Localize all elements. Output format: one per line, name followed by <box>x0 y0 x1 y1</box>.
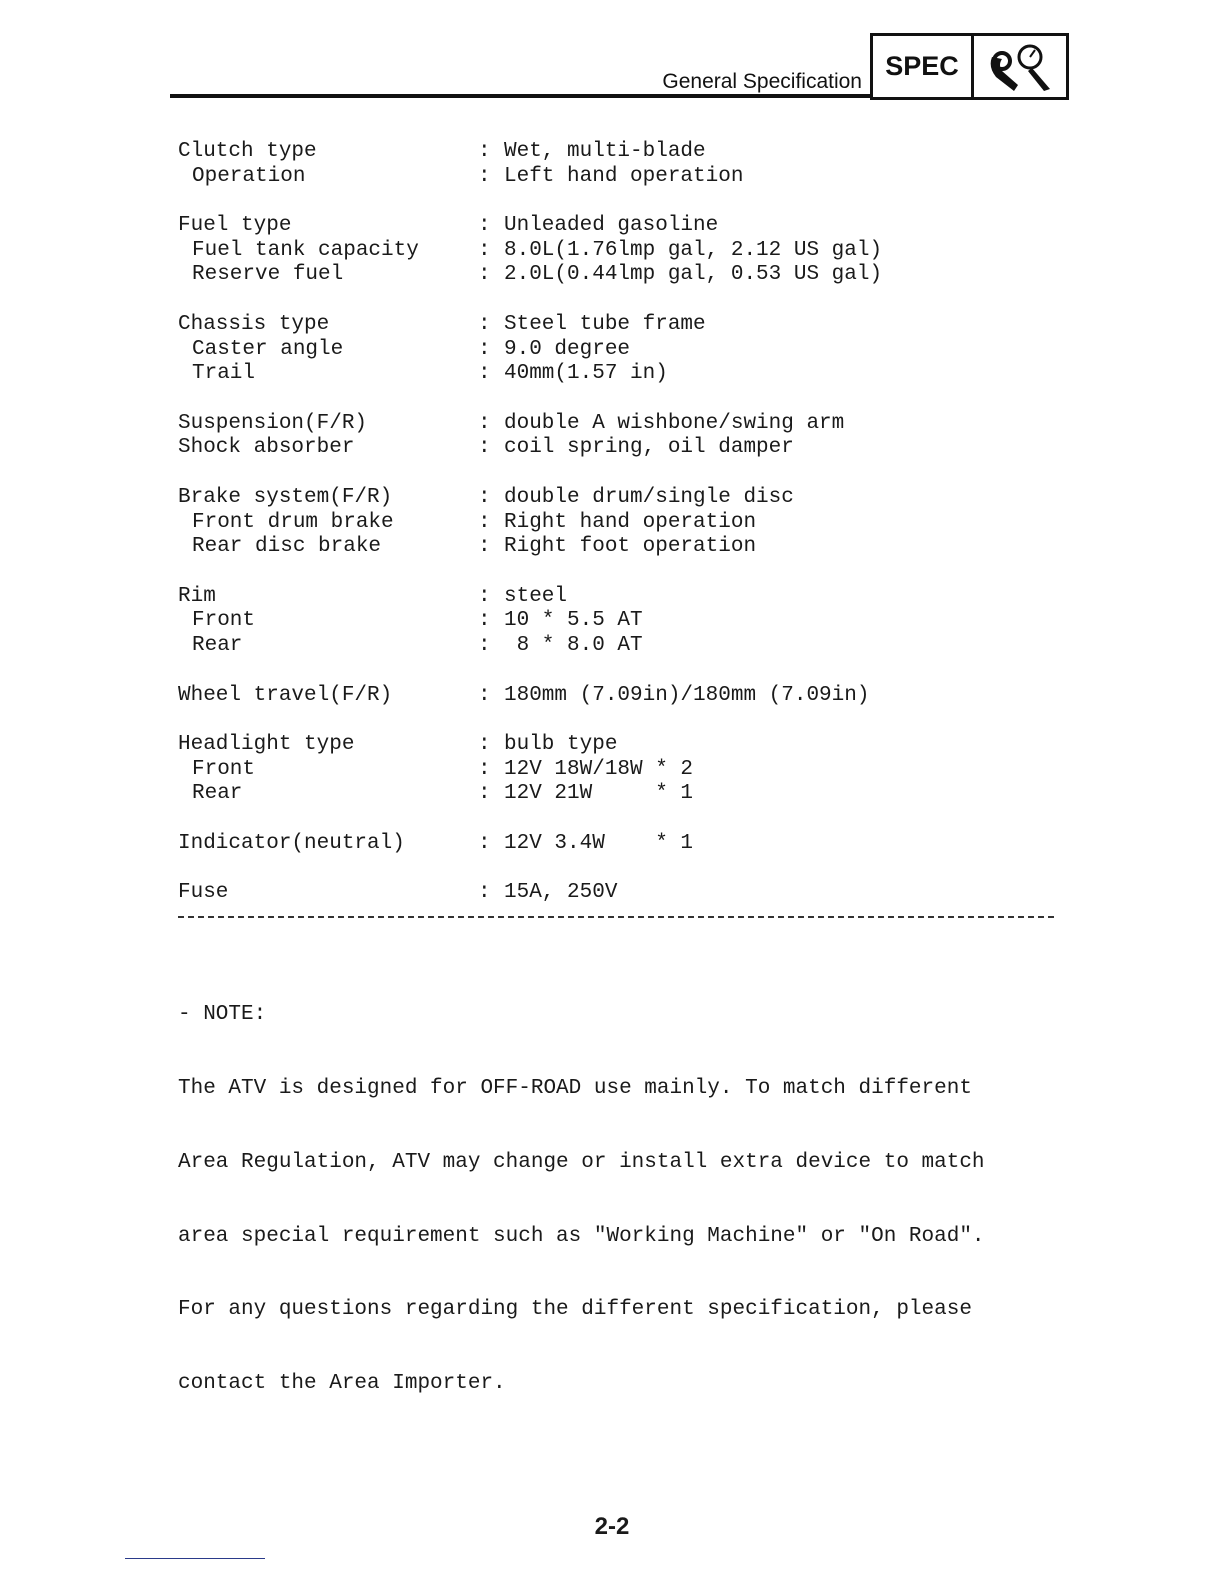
spec-row <box>178 338 1078 363</box>
spec-label: Trail <box>192 362 256 386</box>
spec-value: 12V 18W/18W * 2 <box>504 757 694 781</box>
spec-value: 2.0L(0.44lmp gal, 0.53 US gal) <box>504 263 883 287</box>
spec-separator: : <box>478 535 491 559</box>
spec-value: Left hand operation <box>504 164 744 188</box>
spec-row <box>178 239 1078 264</box>
note-line: Area Regulation, ATV may change or install extra device to match <box>178 1150 985 1174</box>
spec-value: Steel tube frame <box>504 312 706 336</box>
spec-row <box>178 140 1078 165</box>
spec-value: 12V 21W * 1 <box>504 782 694 806</box>
spec-row <box>178 263 1078 288</box>
spec-group <box>178 486 1078 560</box>
spec-value: 8 * 8.0 AT <box>504 633 643 657</box>
spec-label: Shock absorber <box>178 436 355 460</box>
spec-label: Brake system(F/R) <box>178 485 393 509</box>
spec-value: 12V 3.4W * 1 <box>504 831 694 855</box>
spec-row <box>178 535 1078 560</box>
note-line: area special requirement such as "Working Machine" or "On Road". <box>178 1224 985 1248</box>
spec-separator: : <box>478 436 491 460</box>
spec-label: Rear <box>192 633 243 657</box>
spec-row <box>178 609 1078 634</box>
spec-row <box>178 634 1078 659</box>
spec-value: Unleaded gasoline <box>504 214 719 238</box>
spec-group <box>178 733 1078 807</box>
spec-separator: : <box>478 782 491 806</box>
spec-label: Reserve fuel <box>192 263 344 287</box>
spec-separator: : <box>478 485 491 509</box>
spec-row <box>178 313 1078 338</box>
note-heading: - NOTE: <box>178 1003 267 1027</box>
spec-value: bulb type <box>504 733 618 757</box>
spec-badge-text: SPEC <box>873 36 974 97</box>
spec-value: 180mm (7.09in)/180mm (7.09in) <box>504 683 870 707</box>
header-title: General Specification <box>662 70 862 93</box>
note-line: For any questions regarding the different specification, please <box>178 1298 972 1322</box>
spec-row <box>178 214 1078 239</box>
wrench-gauge-icon <box>974 36 1066 97</box>
spec-label: Operation <box>192 164 306 188</box>
spec-separator: : <box>478 411 491 435</box>
spec-label: Suspension(F/R) <box>178 411 368 435</box>
spec-row <box>178 832 1078 857</box>
spec-row <box>178 412 1078 437</box>
spec-group <box>178 140 1078 189</box>
note-line: contact the Area Importer. <box>178 1372 506 1396</box>
spec-label: Caster angle <box>192 337 344 361</box>
spec-separator: : <box>478 831 491 855</box>
spec-label: Front drum brake <box>192 510 394 534</box>
spec-group <box>178 585 1078 659</box>
spec-value: Right hand operation <box>504 510 757 534</box>
spec-group <box>178 412 1078 461</box>
spec-separator: : <box>478 584 491 608</box>
spec-value: 9.0 degree <box>504 337 631 361</box>
spec-list <box>178 140 1078 931</box>
spec-value: 8.0L(1.76lmp gal, 2.12 US gal) <box>504 238 883 262</box>
spec-label: Headlight type <box>178 733 355 757</box>
spec-separator: : <box>478 881 491 905</box>
spec-separator: : <box>478 164 491 188</box>
spec-separator: : <box>478 609 491 633</box>
spec-value: Wet, multi-blade <box>504 140 706 163</box>
header-rule <box>170 94 870 98</box>
spec-label: Fuel tank capacity <box>192 238 419 262</box>
spec-group <box>178 313 1078 387</box>
spec-label: Wheel travel(F/R) <box>178 683 393 707</box>
spec-label: Front <box>192 609 256 633</box>
spec-row <box>178 733 1078 758</box>
spec-row <box>178 758 1078 783</box>
dashed-separator <box>178 916 1054 918</box>
spec-value: coil spring, oil damper <box>504 436 794 460</box>
spec-label: Fuel type <box>178 214 292 238</box>
spec-separator: : <box>478 238 491 262</box>
spec-label: Fuse <box>178 881 229 905</box>
note-block <box>178 954 1078 1421</box>
spec-value: double drum/single disc <box>504 485 794 509</box>
spec-separator: : <box>478 733 491 757</box>
spec-separator: : <box>478 362 491 386</box>
spec-row <box>178 585 1078 610</box>
note-line: The ATV is designed for OFF-ROAD use mainly. To match different <box>178 1076 972 1100</box>
spec-label: Rear <box>192 782 243 806</box>
spec-separator: : <box>478 263 491 287</box>
spec-row <box>178 486 1078 511</box>
spec-row <box>178 165 1078 190</box>
spec-group <box>178 881 1078 906</box>
spec-row <box>178 684 1078 709</box>
page-number: 2-2 <box>594 1513 630 1540</box>
spec-label: Rear disc brake <box>192 535 382 559</box>
spec-row <box>178 362 1078 387</box>
spec-value: 40mm(1.57 in) <box>504 362 668 386</box>
spec-label: Front <box>192 757 256 781</box>
spec-value: double A wishbone/swing arm <box>504 411 845 435</box>
spec-row <box>178 782 1078 807</box>
spec-value: steel <box>504 584 568 608</box>
spec-group <box>178 214 1078 288</box>
footer-rule <box>125 1558 265 1559</box>
spec-row <box>178 511 1078 536</box>
spec-label: Clutch type <box>178 140 317 163</box>
spec-group <box>178 832 1078 857</box>
spec-separator: : <box>478 337 491 361</box>
spec-label: Rim <box>178 584 216 608</box>
spec-separator: : <box>478 683 491 707</box>
spec-separator: : <box>478 510 491 534</box>
spec-badge <box>870 33 1069 100</box>
spec-separator: : <box>478 312 491 336</box>
spec-separator: : <box>478 214 491 238</box>
spec-row <box>178 881 1078 906</box>
spec-label: Chassis type <box>178 312 330 336</box>
spec-value: 10 * 5.5 AT <box>504 609 643 633</box>
spec-separator: : <box>478 140 491 163</box>
spec-label: Indicator(neutral) <box>178 831 405 855</box>
spec-row <box>178 436 1078 461</box>
spec-separator: : <box>478 633 491 657</box>
spec-value: 15A, 250V <box>504 881 618 905</box>
spec-separator: : <box>478 757 491 781</box>
spec-value: Right foot operation <box>504 535 757 559</box>
spec-group <box>178 684 1078 709</box>
